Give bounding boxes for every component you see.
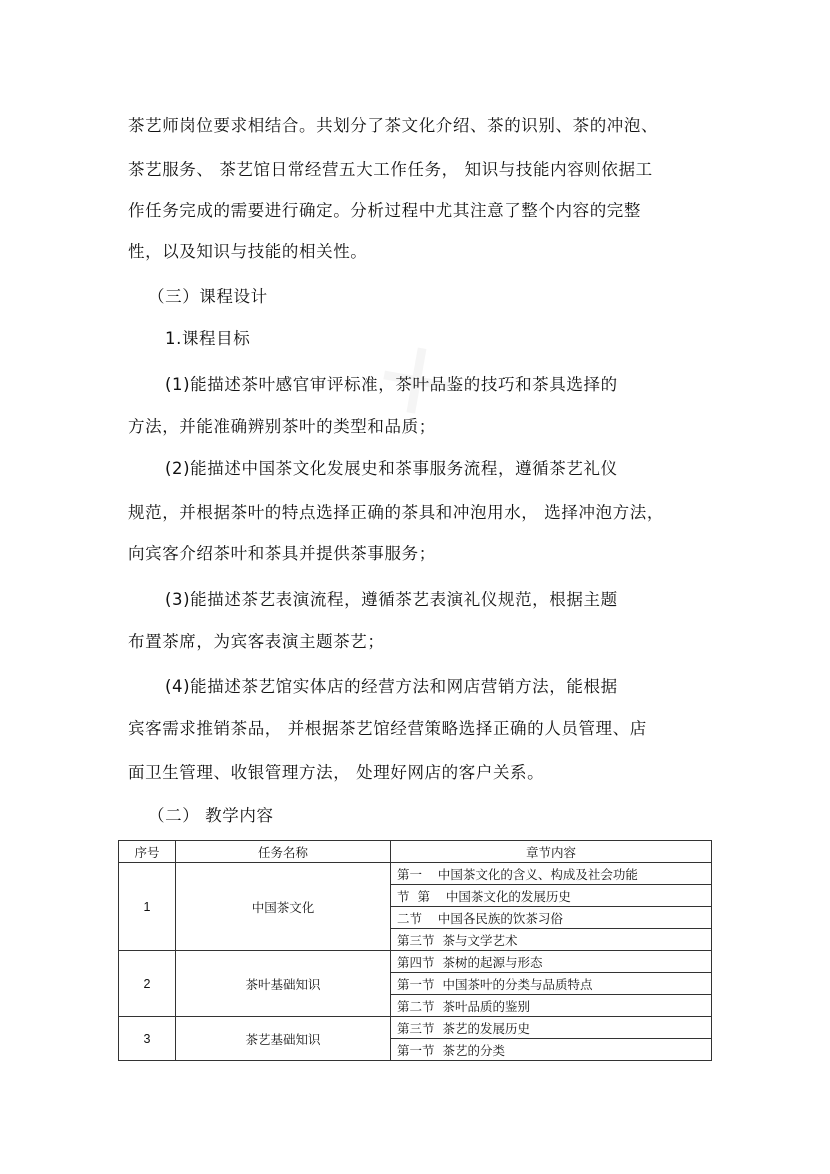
chapter-cell: 第二节 茶叶品质的鉴别 — [391, 995, 712, 1017]
paragraph-line: 规范，并根据茶叶的特点选择正确的茶具和冲泡用水， 选择冲泡方法， — [128, 503, 664, 522]
chapter-cell: 第一节 中国茶叶的分类与品质特点 — [391, 973, 712, 995]
teaching-content-table — [118, 840, 712, 1061]
row-number: 2 — [119, 951, 176, 1017]
section-heading: （三）课程设计 — [148, 287, 268, 306]
paragraph-line: 茶艺服务、 茶艺馆日常经营五大工作任务， 知识与技能内容则依据工 — [128, 160, 653, 179]
chapter-cell: 第一 中国茶文化的含义、构成及社会功能 — [391, 863, 712, 885]
paragraph-line: 布置茶席，为宾客表演主题茶艺； — [128, 632, 385, 651]
paragraph-line: 宾客需求推销茶品， 并根据茶艺馆经营策略选择正确的人员管理、店 — [128, 719, 647, 738]
task-name: 中国茶文化 — [176, 863, 391, 951]
section-heading: （二） 教学内容 — [148, 806, 274, 825]
paragraph-line: 茶艺师岗位要求相结合。共划分了茶文化介绍、茶的识别、茶的冲泡、 — [128, 116, 659, 135]
paragraph-line: 向宾客介绍茶叶和茶具并提供茶事服务； — [128, 544, 436, 563]
row-number: 1 — [119, 863, 176, 951]
paragraph-line: (1)能描述茶叶感官审评标准，茶叶品鉴的技巧和茶具选择的 — [165, 375, 618, 394]
header-number: 序号 — [119, 841, 176, 863]
table-row — [119, 951, 712, 973]
subsection-heading: 1.课程目标 — [165, 329, 251, 348]
table-row — [119, 863, 712, 885]
header-task-name: 任务名称 — [176, 841, 391, 863]
table-row — [119, 1017, 712, 1039]
header-chapter-content: 章节内容 — [391, 841, 712, 863]
table-header-row — [119, 841, 712, 863]
chapter-cell: 第三节 茶与文学艺术 — [391, 929, 712, 951]
paragraph-line: 面卫生管理、收银管理方法， 处理好网店的客户关系。 — [128, 763, 545, 782]
paragraph-line: (2)能描述中国茶文化发展史和茶事服务流程，遵循茶艺礼仪 — [165, 459, 618, 478]
paragraph-line: 作任务完成的需要进行确定。分析过程中尤其注意了整个内容的完整 — [128, 201, 641, 220]
paragraph-line: (4)能描述茶艺馆实体店的经营方法和网店营销方法，能根据 — [165, 677, 618, 696]
chapter-cell: 第一节 茶艺的分类 — [391, 1039, 712, 1061]
chapter-cell: 第三节 茶艺的发展历史 — [391, 1017, 712, 1039]
chapter-cell: 节 第 中国茶文化的发展历史 — [391, 885, 712, 907]
task-name: 茶艺基础知识 — [176, 1017, 391, 1061]
paragraph-line: 性，以及知识与技能的相关性。 — [128, 242, 368, 261]
paragraph-line: (3)能描述茶艺表演流程，遵循茶艺表演礼仪规范，根据主题 — [165, 590, 618, 609]
paragraph-line: 方法，并能准确辨别茶叶的类型和品质； — [128, 417, 436, 436]
task-name: 茶叶基础知识 — [176, 951, 391, 1017]
chapter-cell: 二节 中国各民族的饮茶习俗 — [391, 907, 712, 929]
row-number: 3 — [119, 1017, 176, 1061]
chapter-cell: 第四节 茶树的起源与形态 — [391, 951, 712, 973]
